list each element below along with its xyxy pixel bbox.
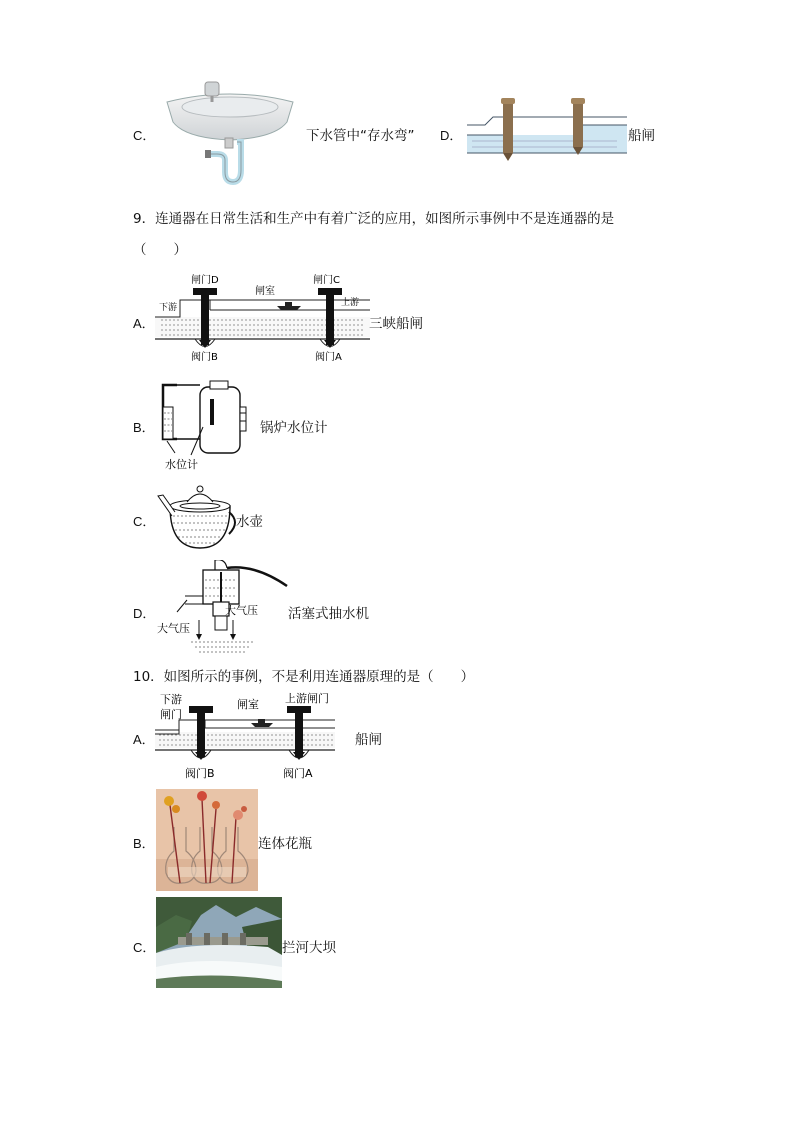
kettle-diagram bbox=[155, 482, 240, 552]
q10-option-c-letter: C． bbox=[133, 940, 156, 955]
q9-blank: （ ） bbox=[133, 242, 187, 258]
label-chamber-10a: 闸室 bbox=[237, 698, 259, 711]
ship-lock-figure-photo bbox=[467, 95, 627, 165]
label-pressure-left: 大气压 bbox=[157, 622, 190, 635]
q8-option-d-letter: D． bbox=[440, 128, 463, 143]
label-valve-a: 阀门A bbox=[315, 352, 342, 363]
q8-option-c bbox=[0, 80, 794, 190]
label-valve-b-10a: 阀门B bbox=[185, 767, 215, 780]
q9-option-d-letter: D． bbox=[133, 606, 156, 621]
q9-option-a-letter: A． bbox=[133, 316, 155, 331]
q10-option-b-caption: 连体花瓶 bbox=[258, 836, 312, 852]
label-upstream-gate: 上游闸门 bbox=[285, 692, 329, 705]
label-water-gauge: 水位计 bbox=[165, 458, 198, 471]
q9-option-d-caption: 活塞式抽水机 bbox=[288, 606, 369, 622]
q9-option-c-letter: C． bbox=[133, 514, 156, 529]
q10-stem: 10．如图所示的事例，不是利用连通器原理的是（ ） bbox=[133, 669, 475, 685]
q10-option-a-letter: A． bbox=[133, 732, 155, 747]
label-downstream-gate-line1: 下游 bbox=[160, 693, 182, 706]
label-gate-d: 闸门D bbox=[191, 275, 219, 286]
q10-option-a-caption: 船闸 bbox=[355, 732, 382, 748]
q9-option-c-caption: 水壶 bbox=[236, 514, 263, 530]
label-downstream: 下游 bbox=[159, 303, 178, 313]
q9-option-b-letter: B． bbox=[133, 420, 155, 435]
piston-pump-diagram bbox=[155, 560, 295, 660]
river-dam-photo bbox=[156, 897, 282, 988]
q10-option-b-letter: B． bbox=[133, 836, 155, 851]
q9-stem: 9．连通器在日常生活和生产中有着广泛的应用，如图所示事例中不是连通器的是 bbox=[133, 211, 615, 227]
q8-option-c-caption: 下水管中“存水弯” bbox=[306, 128, 415, 144]
linked-vases-photo bbox=[156, 789, 258, 891]
label-downstream-gate-line2: 闸门 bbox=[160, 708, 182, 721]
label-upstream: 上游 bbox=[341, 298, 360, 308]
q10-option-c-caption: 拦河大坝 bbox=[282, 940, 336, 956]
label-gate-c: 闸门C bbox=[313, 275, 340, 286]
ship-lock-diagram bbox=[155, 690, 345, 782]
boiler-gauge-diagram bbox=[155, 377, 255, 472]
q9-option-a-caption: 三峡船闸 bbox=[369, 316, 423, 332]
label-valve-a-10a: 阀门A bbox=[283, 767, 313, 780]
three-gorges-lock-diagram bbox=[155, 272, 370, 364]
q9-option-b-caption: 锅炉水位计 bbox=[260, 420, 328, 436]
sink-figure bbox=[165, 80, 295, 190]
q8-option-d-caption: 船闸 bbox=[628, 128, 655, 144]
label-chamber: 闸室 bbox=[255, 286, 275, 297]
label-pressure-right: 大气压 bbox=[225, 604, 258, 617]
q8-option-c-letter: C． bbox=[133, 128, 156, 143]
label-valve-b: 阀门B bbox=[191, 352, 218, 363]
